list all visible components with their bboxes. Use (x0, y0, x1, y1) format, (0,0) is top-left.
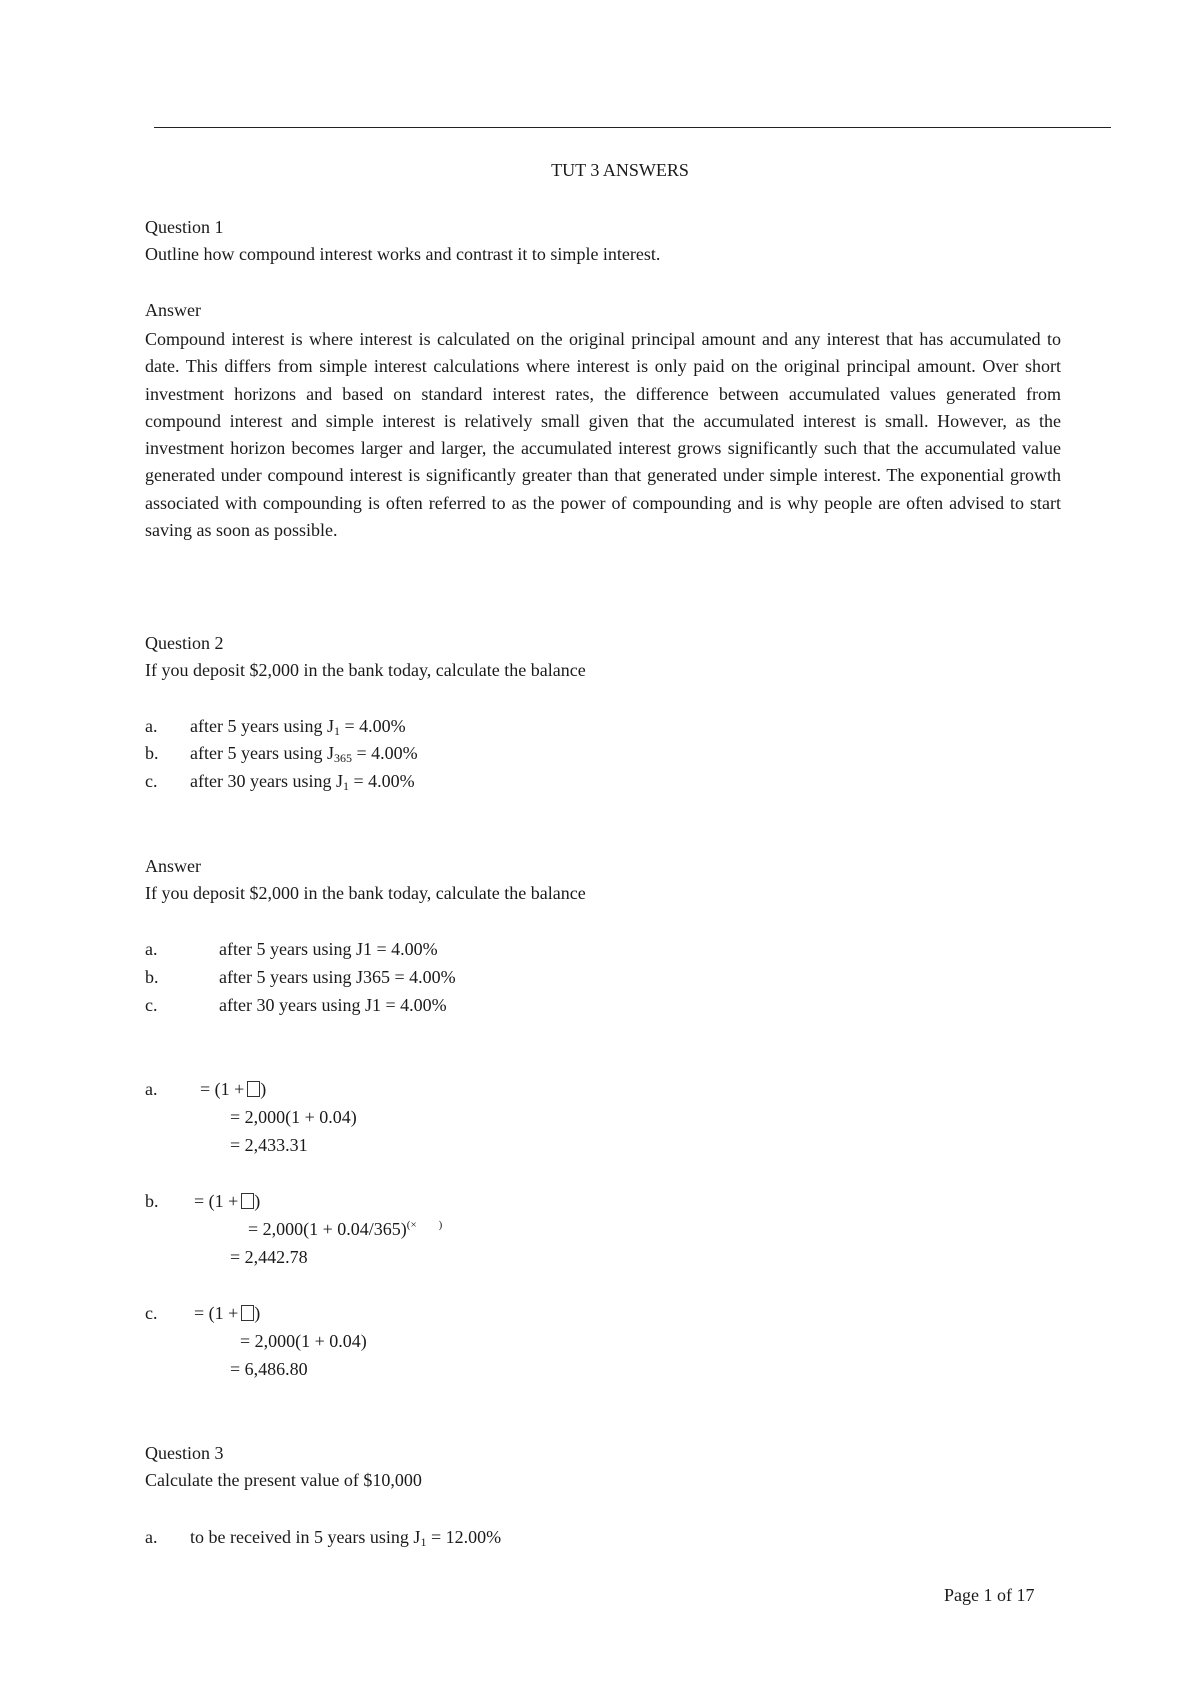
working-formula: = (1 + ) (200, 1079, 267, 1099)
missing-glyph-box (241, 1305, 254, 1321)
working-result: = 2,442.78 (230, 1247, 308, 1267)
q2-item-label: a. (145, 716, 158, 736)
working-label: b. (145, 1191, 159, 1211)
q3-heading: Question 3 (145, 1443, 224, 1463)
working-result: = 2,433.31 (230, 1135, 308, 1155)
working-label: a. (145, 1079, 158, 1099)
answer-item-text: after 5 years using J365 = 4.00% (219, 967, 456, 987)
answer-item-label: b. (145, 967, 159, 987)
q2-item-label: c. (145, 771, 158, 791)
q1-heading: Question 1 (145, 217, 224, 237)
working-line: = 2,000(1 + 0.04/365)(× ) (248, 1219, 443, 1239)
q2-answer-prompt: If you deposit $2,000 in the bank today, calculate the balance (145, 883, 586, 903)
working-line: = 2,000(1 + 0.04) (240, 1331, 367, 1351)
header-rule (154, 127, 1111, 128)
q1-answer-label: Answer (145, 300, 201, 320)
q3-item-label: a. (145, 1527, 158, 1547)
working-formula: = (1 + ) (194, 1303, 261, 1323)
answer-item-label: c. (145, 995, 158, 1015)
q2-prompt: If you deposit $2,000 in the bank today, calculate the balance (145, 660, 586, 680)
answer-item-label: a. (145, 939, 158, 959)
page-title: TUT 3 ANSWERS (551, 160, 689, 180)
q2-answer-label: Answer (145, 856, 201, 876)
missing-glyph-box (241, 1193, 254, 1209)
q2-item-text: after 5 years using $J_{365} = 4.00\%$ (190, 743, 418, 765)
q2-item-label: b. (145, 743, 159, 763)
q1-prompt: Outline how compound interest works and contrast it to simple interest. (145, 244, 661, 264)
page-number: Page 1 of 17 (944, 1585, 1035, 1605)
q3-item-text: to be received in 5 years using $J_1 = 12.00\%$ (190, 1527, 502, 1549)
answer-item-text: after 30 years using J1 = 4.00% (219, 995, 447, 1015)
q3-prompt: Calculate the present value of $10,000 (145, 1470, 422, 1490)
working-result: = 6,486.80 (230, 1359, 308, 1379)
working-formula: = (1 + ) (194, 1191, 261, 1211)
q2-heading: Question 2 (145, 633, 224, 653)
answer-item-text: after 5 years using J1 = 4.00% (219, 939, 438, 959)
missing-glyph-box (247, 1081, 260, 1097)
working-label: c. (145, 1303, 158, 1323)
q1-answer-text: Compound interest is where interest is calculated on the original principal amount and any interest that has accumulated to date. This differs from simple interest calculations where interest is only paid on the original principal amount. Over short investment horizons and based on standard interest rates, the difference between accumulated values generated from compound interest and simple interest is relatively small given that the accumulated interest is small. However, as the investment horizon becomes larger and larger, the accumulated interest grows significantly such that the accumulated value generated under compound interest is significantly greater than that generated under simple interest. The exponential growth associated with compounding is often referred to as the power of compounding and is why people are often advised to start saving as soon as possible. (145, 329, 1061, 541)
q2-item-text: after 5 years using $J_1 = 4.00\%$ (190, 716, 406, 738)
q2-item-text: after 30 years using $J_1 = 4.00\%$ (190, 771, 415, 793)
working-line: = 2,000(1 + 0.04) (230, 1107, 357, 1127)
